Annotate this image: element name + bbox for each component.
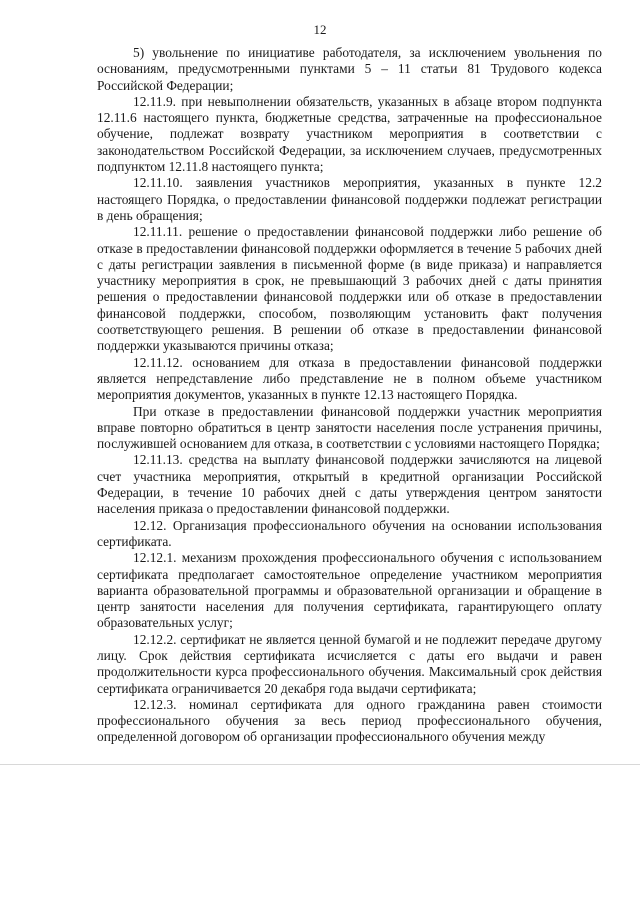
paragraph-12-12: 12.12. Организация профессионального обучения на основании использования сертификата.	[97, 517, 602, 549]
paragraph-12-11-11: 12.11.11. решение о предоставлении финансовой поддержки либо решение об отказе в предоставлении финансовой поддержки оформляется в течение 5 рабочих дней с даты регистрации заявления в письменной форме (в виде приказа) и направляется участнику мероприятия в срок, не превышающий 3 рабочих дней с даты принятия решения о предоставлении финансовой поддержки или об отказе в предоставлении финансовой поддержки, способом, позволяющим установить факт получения соответствующего решения. В решении об отказе в предоставлении финансовой поддержки указываются причины отказа;	[97, 224, 602, 354]
paragraph-12-11-10: 12.11.10. заявления участников мероприятия, указанных в пункте 12.2 настоящего Порядка, о предоставлении финансовой поддержки подлежат регистрации в день обращения;	[97, 175, 602, 223]
paragraph-12-11-9: 12.11.9. при невыполнении обязательств, указанных в абзаце втором подпункта 12.11.6 настоящего пункта, бюджетные средства, затраченные на профессиональное обучение, подлежат возврату участником мероприятия в соответствии с законодательством Российской Федерации, за исключением случаев, предусмотренных подпунктом 12.11.8 настоящего пункта;	[97, 93, 602, 175]
paragraph-12-12-3: 12.12.3. номинал сертификата для одного гражданина равен стоимости профессионального обучения за весь период профессионального обучения, определенной договором об организации профессионального обучения между	[97, 696, 602, 745]
page-number: 12	[313, 22, 327, 37]
paragraph-item-5: 5) увольнение по инициативе работодателя, за исключением увольнения по основаниям, предусмотренными пунктами 5 – 11 статьи 81 Трудового кодекса Российской Федерации;	[97, 45, 602, 93]
paragraph-12-12-2: 12.12.2. сертификат не является ценной бумагой и не подлежит передаче другому лицу. Срок действия сертификата исчисляется с даты его выдачи и равен продолжительности курса профессионального обучения. Максимальный срок действия сертификата ограничивается 20 декабря года выдачи сертификата;	[97, 631, 602, 696]
paragraph-refusal-note: При отказе в предоставлении финансовой поддержки участник мероприятия вправе повторно обратиться в центр занятости населения после устранения причины, послужившей основанием для отказа, в соответствии с условиями настоящего Порядка;	[97, 403, 602, 452]
paragraph-12-11-12: 12.11.12. основанием для отказа в предоставлении финансовой поддержки является непредставление либо представление не в полном объеме участником мероприятия документов, указанных в пункте 12.13 настоящего Порядка.	[97, 354, 602, 403]
paragraph-12-11-13: 12.11.13. средства на выплату финансовой поддержки зачисляются на лицевой счет участника мероприятия, открытый в кредитной организации Российской Федерации, в течение 10 рабочих дней с даты утверждения центром занятости населения приказа о предоставлении финансовой поддержки.	[97, 452, 602, 517]
document-body	[97, 45, 602, 746]
paragraph-12-12-1: 12.12.1. механизм прохождения профессионального обучения с использованием сертификата предполагает самостоятельное определение участником мероприятия варианта образовательной программы и образовательной организации и обращение в центр занятости населения для получения сертификата, гарантирующего оплату образовательных услуг;	[97, 550, 602, 631]
